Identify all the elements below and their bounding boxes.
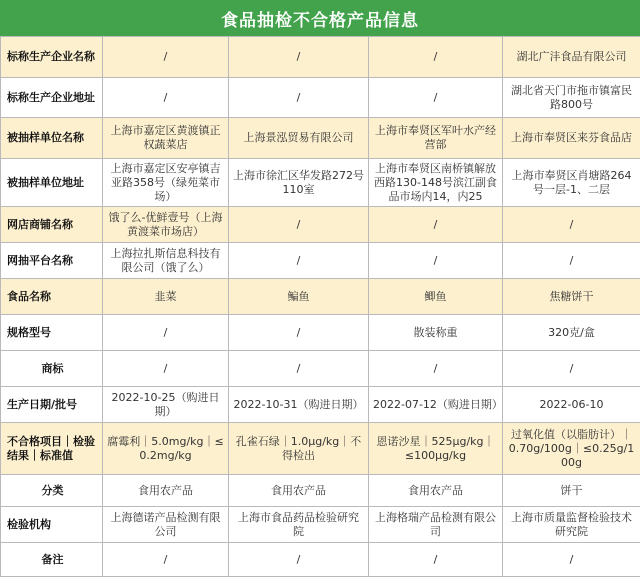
table-row — [1, 118, 640, 159]
table-cell: 过氧化值（以脂肪计）｜0.70g/100g｜≤0.25g/100g — [503, 423, 640, 475]
table-cell: / — [369, 351, 503, 387]
table-cell: 上海市嘉定区黄渡镇正权蔬菜店 — [103, 118, 229, 159]
row-header: 网抽平台名称 — [1, 243, 103, 279]
table-cell: / — [229, 243, 369, 279]
table-cell: / — [369, 243, 503, 279]
table-row — [1, 543, 640, 577]
row-header: 标称生产企业名称 — [1, 37, 103, 78]
table-cell: / — [103, 315, 229, 351]
table-row — [1, 37, 640, 78]
table-cell: / — [103, 78, 229, 118]
row-header: 分类 — [1, 475, 103, 507]
table-cell: 鲫鱼 — [369, 279, 503, 315]
table-cell: 320克/盒 — [503, 315, 640, 351]
table-cell: 上海格瑞产品检测有限公司 — [369, 507, 503, 543]
table-cell: / — [103, 351, 229, 387]
table-cell: / — [229, 207, 369, 243]
table-cell: / — [229, 315, 369, 351]
table-cell: 散装称重 — [369, 315, 503, 351]
table-cell: / — [229, 78, 369, 118]
table-cell: 上海市奉贤区肖塘路264号一层-1、二层 — [503, 159, 640, 207]
row-header: 标称生产企业地址 — [1, 78, 103, 118]
row-header: 网店商铺名称 — [1, 207, 103, 243]
table-cell: 2022-07-12（购进日期） — [369, 387, 503, 423]
table-row — [1, 315, 640, 351]
table-cell: 孔雀石绿｜1.0μg/kg｜不得检出 — [229, 423, 369, 475]
table-row — [1, 351, 640, 387]
table-cell: 上海景泓贸易有限公司 — [229, 118, 369, 159]
table-cell: 食用农产品 — [369, 475, 503, 507]
table-cell: / — [369, 207, 503, 243]
table-cell: / — [503, 243, 640, 279]
table-cell: 湖北广沣食品有限公司 — [503, 37, 640, 78]
table-row — [1, 507, 640, 543]
table-cell: / — [229, 543, 369, 577]
table-cell: / — [103, 543, 229, 577]
table-cell: 上海市奉贤区来芬食品店 — [503, 118, 640, 159]
table-cell: 2022-06-10 — [503, 387, 640, 423]
table-cell: 上海德诺产品检测有限公司 — [103, 507, 229, 543]
table-cell: 鳊鱼 — [229, 279, 369, 315]
table-row — [1, 243, 640, 279]
table-cell: / — [229, 37, 369, 78]
table-cell: 饼干 — [503, 475, 640, 507]
table-cell: 饿了么-优鲜壹号（上海黄渡菜市场店） — [103, 207, 229, 243]
table-row — [1, 78, 640, 118]
table-row — [1, 475, 640, 507]
table-cell: 恩诺沙星｜525μg/kg｜≤100μg/kg — [369, 423, 503, 475]
table-cell: / — [503, 351, 640, 387]
table-cell: / — [503, 543, 640, 577]
row-header: 商标 — [1, 351, 103, 387]
row-header: 被抽样单位地址 — [1, 159, 103, 207]
row-header: 食品名称 — [1, 279, 103, 315]
row-header: 备注 — [1, 543, 103, 577]
row-header: 生产日期/批号 — [1, 387, 103, 423]
table-cell: / — [503, 207, 640, 243]
row-header: 被抽样单位名称 — [1, 118, 103, 159]
table-cell: / — [369, 78, 503, 118]
table-cell: 上海市奉贤区军叶水产经营部 — [369, 118, 503, 159]
table-cell: 韭菜 — [103, 279, 229, 315]
table-cell: 上海市嘉定区安亭镇吉亚路358号（绿苑菜市场） — [103, 159, 229, 207]
page-title: 食品抽检不合格产品信息 — [0, 0, 640, 36]
table-cell: 腐霉利｜5.0mg/kg｜≤0.2mg/kg — [103, 423, 229, 475]
table-row — [1, 423, 640, 475]
table-row — [1, 207, 640, 243]
table-cell: / — [229, 351, 369, 387]
table-cell: 上海市食品药品检验研究院 — [229, 507, 369, 543]
row-header: 检验机构 — [1, 507, 103, 543]
table-cell: 上海市奉贤区南桥镇解放西路130-148号滨江副食品市场内14，内25 — [369, 159, 503, 207]
table-cell: 食用农产品 — [103, 475, 229, 507]
table-cell: / — [369, 543, 503, 577]
table-cell: 上海市质量监督检验技术研究院 — [503, 507, 640, 543]
table-cell: 上海拉扎斯信息科技有限公司（饿了么） — [103, 243, 229, 279]
table-cell: 2022-10-25（购进日期） — [103, 387, 229, 423]
row-header: 不合格项目｜检验结果｜标准值 — [1, 423, 103, 475]
table-cell: 湖北省天门市拖市镇富民路800号 — [503, 78, 640, 118]
row-header: 规格型号 — [1, 315, 103, 351]
table-cell: 上海市徐汇区华发路272号110室 — [229, 159, 369, 207]
table-row — [1, 279, 640, 315]
table-row — [1, 159, 640, 207]
table-cell: 食用农产品 — [229, 475, 369, 507]
product-info-table — [0, 36, 640, 577]
table-cell: 2022-10-31（购进日期） — [229, 387, 369, 423]
table-cell: / — [103, 37, 229, 78]
table-cell: / — [369, 37, 503, 78]
table-cell: 焦糖饼干 — [503, 279, 640, 315]
table-row — [1, 387, 640, 423]
